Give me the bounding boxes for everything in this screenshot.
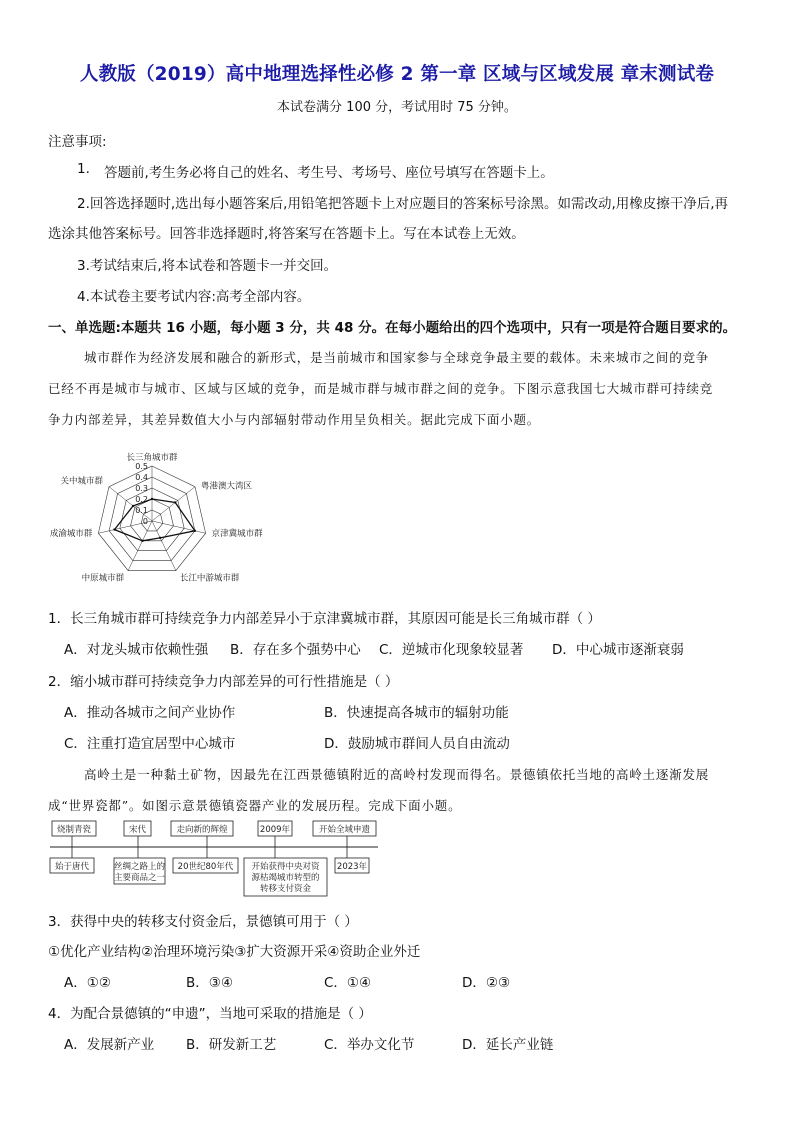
radar-data-point <box>141 540 143 542</box>
radar-data-point <box>194 530 196 532</box>
radar-category-label: 长江中游城市群 <box>179 573 240 584</box>
q4-option-c: C．举办文化节 <box>324 1037 415 1053</box>
timeline-label-bot4c: 转移支付资金 <box>259 884 312 894</box>
q3-stem: 3．获得中央的转移支付资金后，景德镇可用于（ ） <box>48 914 358 930</box>
timeline-label-top2: 宋代 <box>128 825 147 835</box>
radar-category-label: 中原城市群 <box>81 573 125 584</box>
passage2-line2: 成“世界瓷都”。如图示意景德镇瓷器产业的发展历程。完成下面小题。 <box>48 798 462 813</box>
q1-option-b: B．存在多个强势中心 <box>230 642 361 658</box>
radar-tick-label: 0.5 <box>135 462 148 471</box>
radar-tick-label: 0.3 <box>135 484 148 493</box>
radar-data-point <box>151 498 153 500</box>
timeline-label-bot4b: 源枯竭城市转型的 <box>251 873 320 883</box>
timeline-label-top1: 烧制青瓷 <box>56 825 92 835</box>
notice-item1: 答题前,考生务必将自己的姓名、考生号、考场号、座位号填写在答题卡上。 <box>104 165 554 181</box>
q2-option-d: D．鼓励城市群间人员自由流动 <box>324 736 510 752</box>
passage1-line2: 已经不再是城市与城市、区域与区域的竞争，而是城市群与城市群之间的竞争。下图示意我国七大城市群可持续竞 <box>48 381 714 396</box>
notice-item1-number: 1. <box>77 161 90 177</box>
q1-stem: 1．长三角城市群可持续竞争力内部差异小于京津冀城市群，其原因可能是长三角城市群（ ） <box>48 611 601 627</box>
q3-items: ①优化产业结构②治理环境污染③扩大资源开采④资助企业外迁 <box>48 944 421 960</box>
timeline-label-bot3: 20世纪80年代 <box>177 862 234 872</box>
radar-category-label: 长三角城市群 <box>126 453 178 463</box>
q3-option-b: B．③④ <box>186 975 233 991</box>
radar-spoke-3 <box>152 521 176 571</box>
radar-tick-label: 0 <box>142 517 148 526</box>
radar-data-point <box>174 501 176 503</box>
q3-option-d: D．②③ <box>462 975 511 991</box>
q4-option-b: B．研发新工艺 <box>186 1037 277 1053</box>
q2-option-a: A．推动各城市之间产业协作 <box>64 705 236 721</box>
notice-item2-line1: 2.回答选择题时,选出每小题答案后,用铅笔把答题卡上对应题目的答案标号涂黑。如需改动,用橡皮擦干净后,再 <box>77 196 729 212</box>
timeline-label-bot1: 始于唐代 <box>54 862 90 872</box>
radar-category-label: 成渝城市群 <box>49 529 93 540</box>
timeline-label-bot5: 2023年 <box>336 862 368 872</box>
q1-option-d: D．中心城市逐渐衰弱 <box>552 642 684 658</box>
page-title: 人教版（2019）高中地理选择性必修 2 第一章 区域与区域发展 章末测试卷 <box>79 64 715 85</box>
exam-info: 本试卷满分 100 分，考试用时 75 分钟。 <box>277 100 517 115</box>
q3-option-a: A．①② <box>64 975 111 991</box>
radar-data-point <box>159 537 161 539</box>
timeline-label-bot2a: 丝绸之路上的 <box>113 862 166 872</box>
timeline-label-top4: 2009年 <box>259 825 291 835</box>
passage1-line1: 城市群作为经济发展和融合的新形式，是当前城市和国家参与全球竞争最主要的载体。未来城市之间的竞争 <box>84 350 710 365</box>
radar-tick-label: 0.2 <box>135 495 148 504</box>
q4-option-a: A．发展新产业 <box>64 1037 155 1053</box>
radar-category-label: 京津冀城市群 <box>211 529 263 540</box>
radar-category-label: 关中城市群 <box>60 476 103 487</box>
q4-stem: 4．为配合景德镇的“申遗”，当地可采取的措施是（ ） <box>48 1006 372 1022</box>
radar-spoke-4 <box>128 521 152 571</box>
notice-heading: 注意事项: <box>48 134 107 150</box>
passage1-line3: 争力内部差异，其差异数值大小与内部辐射带动作用呈负相关。据此完成下面小题。 <box>48 412 541 427</box>
radar-tick-label: 0.1 <box>135 506 148 515</box>
notice-item3: 3.考试结束后,将本试卷和答题卡一并交回。 <box>77 258 338 274</box>
radar-data-point <box>132 505 134 507</box>
q2-option-c: C．注重打造宜居型中心城市 <box>64 736 236 752</box>
radar-category-label: 粤港澳大湾区 <box>201 481 253 492</box>
notice-item4: 4.本试卷主要考试内容:高考全部内容。 <box>77 289 311 305</box>
timeline-label-top5: 开始全域申遗 <box>318 825 371 835</box>
q1-option-a: A．对龙头城市依赖性强 <box>64 642 209 658</box>
radar-data-point <box>113 528 115 530</box>
timeline-label-bot2b: 主要商品之一 <box>113 873 166 883</box>
radar-tick-label: 0.4 <box>135 473 148 482</box>
q2-stem: 2．缩小城市群可持续竞争力内部差异的可行性措施是（ ） <box>48 674 399 690</box>
q2-option-b: B．快速提高各城市的辐射功能 <box>324 705 509 721</box>
section-heading: 一、单选题:本题共 16 小题，每小题 3 分，共 48 分。在每小题给出的四个选项中，只有一项是符合题目要求的。 <box>48 320 737 336</box>
q1-option-c: C．逆城市化现象较显著 <box>379 642 524 658</box>
passage2-line1: 高岭土是一种黏土矿物，因最先在江西景德镇附近的高岭村发现而得名。景德镇依托当地的高岭土逐渐发展 <box>84 767 710 782</box>
timeline-diagram <box>44 817 384 899</box>
radar-data-series <box>114 499 194 541</box>
timeline-label-top3: 走向新的辉煌 <box>176 825 228 835</box>
q4-option-d: D．延长产业链 <box>462 1037 554 1053</box>
radar-chart <box>40 444 290 596</box>
notice-item2-line2: 选涂其他答案标号。回答非选择题时,将答案写在答题卡上。写在本试卷上无效。 <box>48 226 525 242</box>
timeline-label-bot4a: 开始获得中央对资 <box>251 862 320 872</box>
q3-option-c: C．①④ <box>324 975 372 991</box>
